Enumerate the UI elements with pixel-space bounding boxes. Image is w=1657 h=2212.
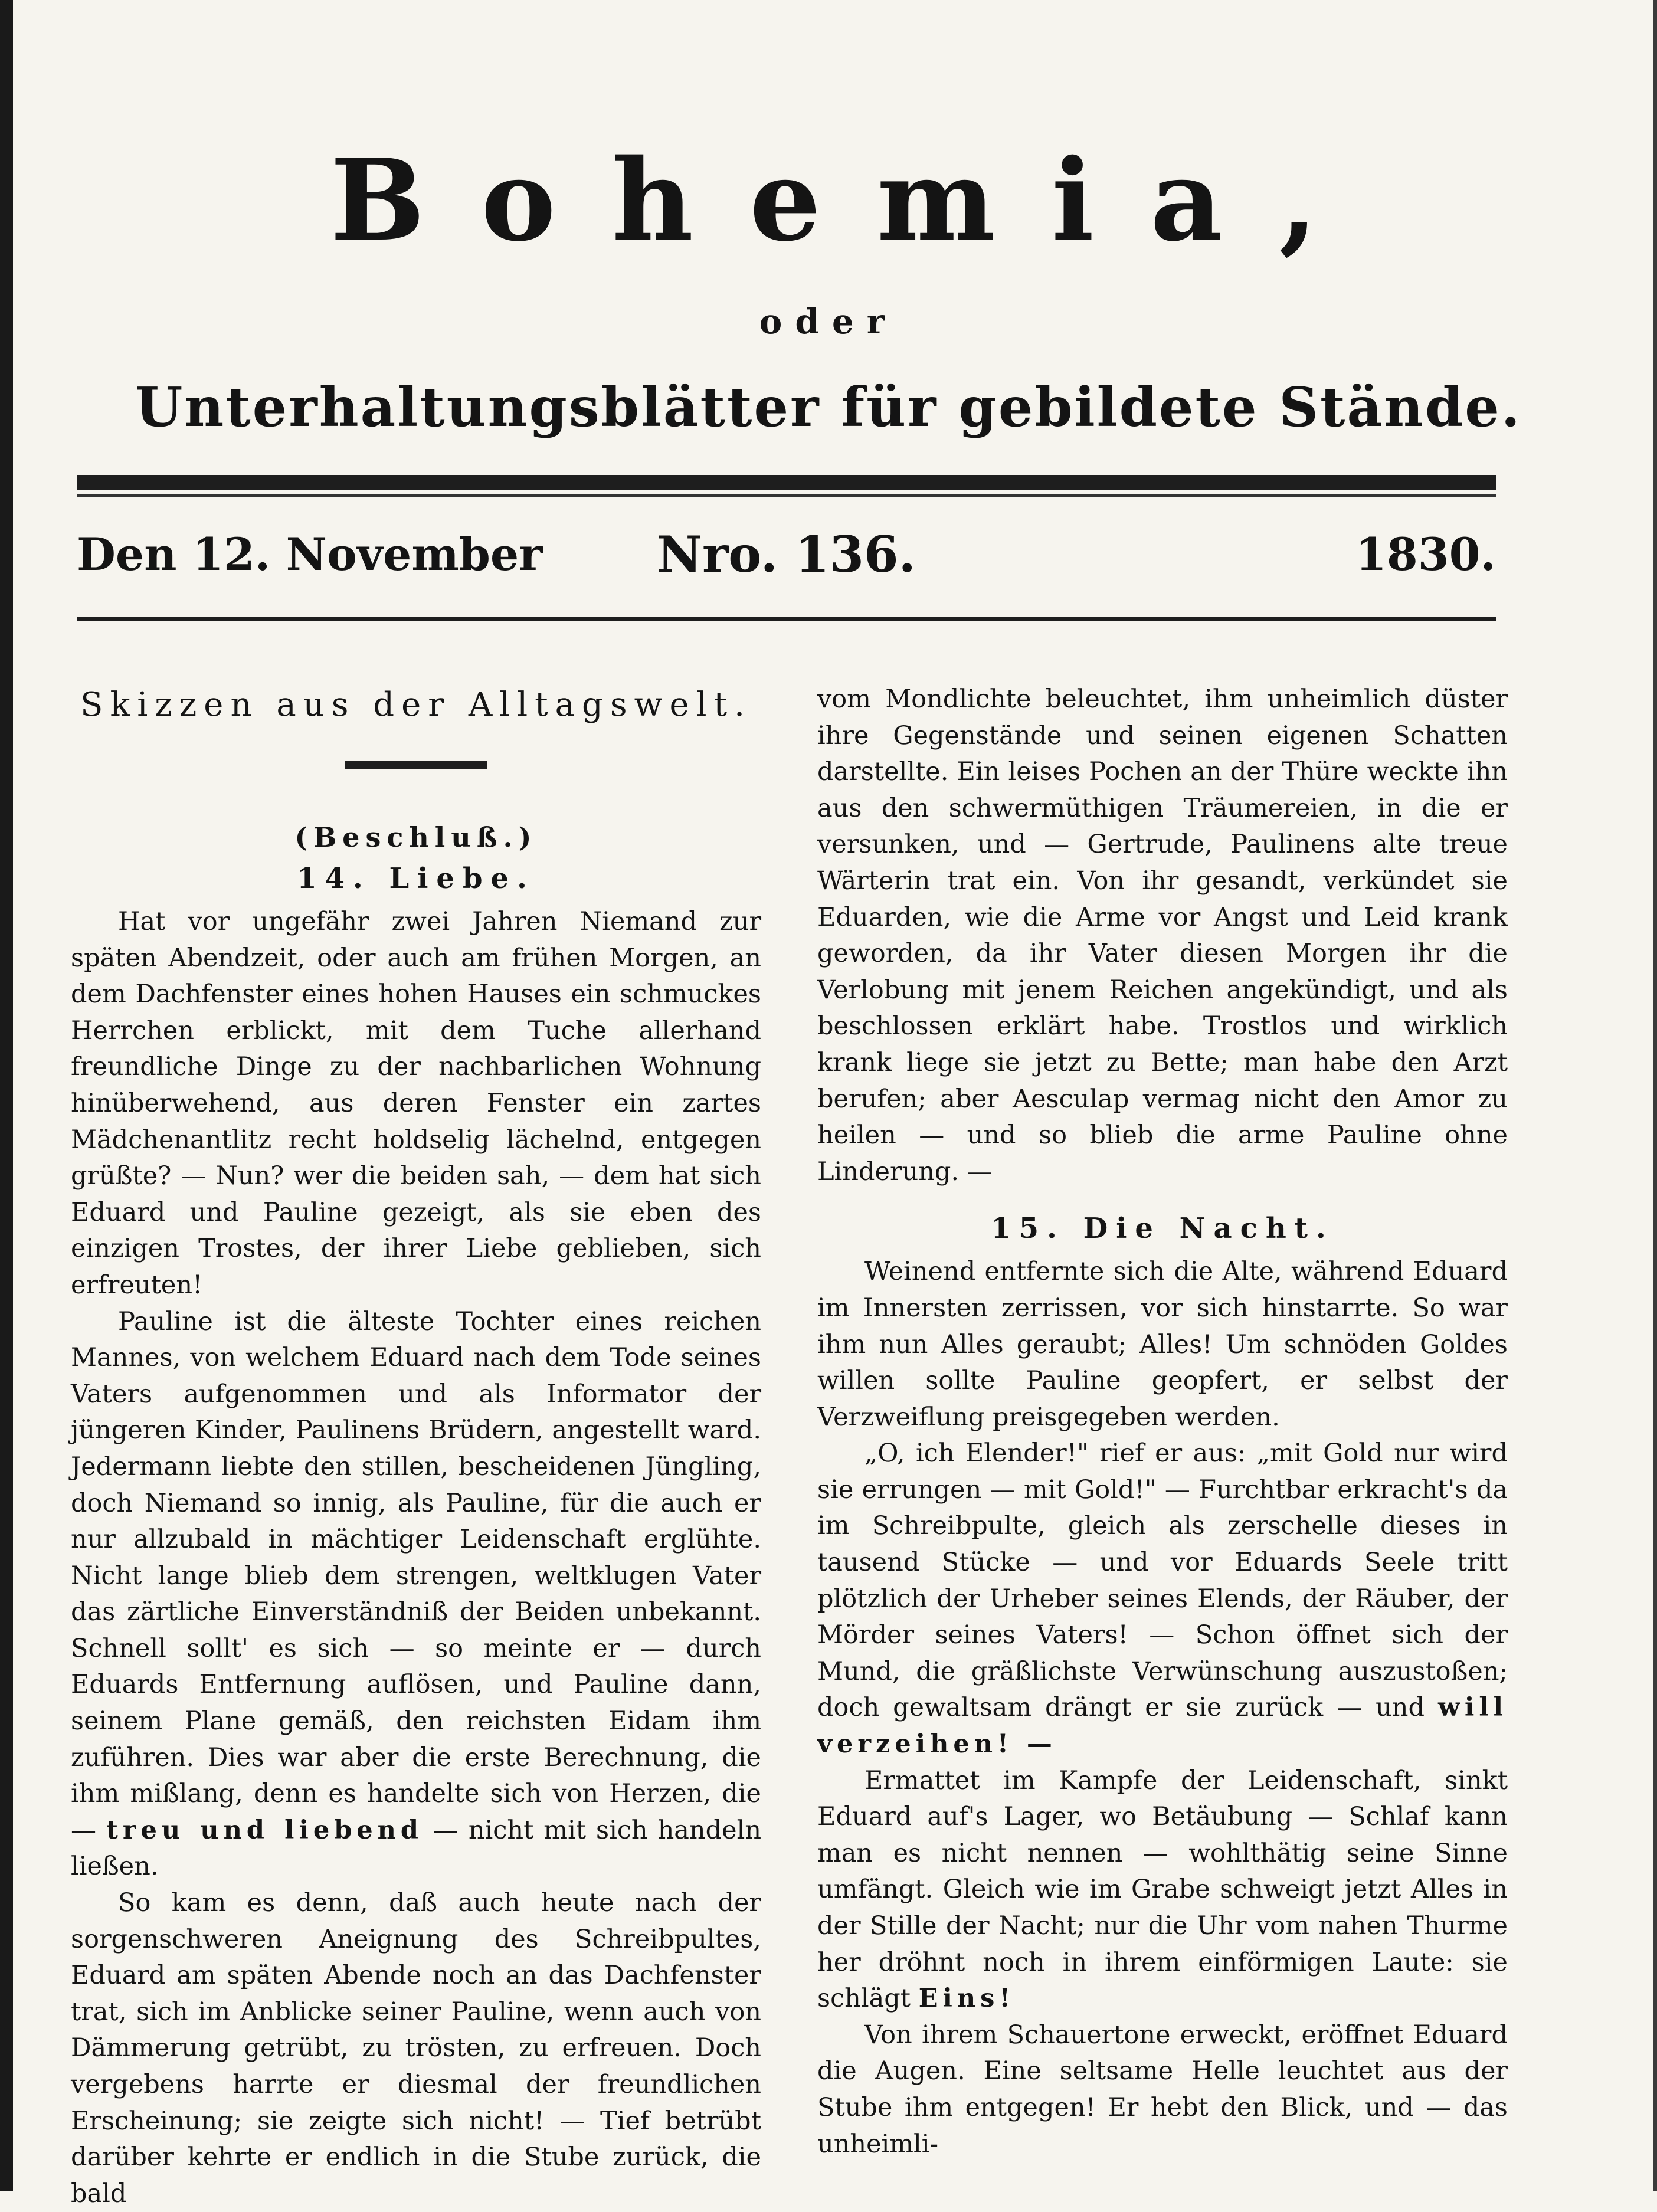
paragraph [817,1436,1508,1762]
paragraph-text: „O, ich Elender!" rief er aus: „mit Gold nur wird sie errungen — mit Gold!" — Furchtbar erkracht's da im Schreibpulte, gleich als zerschelle dieses in tausend Stücke — und vor Eduards Seele tritt plötzlich der Urheber seines Elends, der Räuber, der Mörder seines Vaters! — Schon öffnet sich der Mund, die gräßlichste Verwünschung auszustoßen; doch gewaltsam drängt er sie zurück — und [817,1438,1508,1723]
paragraph-text: Pauline ist die älteste Tochter eines reichen Mannes, von welchem Eduard nach dem Tode seines Vaters aufgenommen und als Informator der jüngeren Kinder, Paulinens Brüdern, angestellt ward. Jedermann liebte den stillen, bescheidenen Jüngling, doch Niemand so innig, als Pauline, für die auch er nur allzubald in mächtiger Leidenschaft erglühte. Nicht lange blieb dem strengen, weltklugen Vater das zärtliche Einverständniß der Beiden unbekannt. Schnell sollt' es sich — so meinte er — durch Eduards Entfernung auflösen, und Pauline dann, seinem Plane gemäß, den reichsten Eidam ihm zuführen. Dies war aber die erste Berechnung, die ihm mißlang, denn es handelte sich von Herzen, die — [71,1306,761,1845]
paragraph: Hat vor ungefähr zwei Jahren Niemand zur späten Abendzeit, oder auch am frühen Morgen, an dem Dachfenster eines hohen Hauses ein schmuckes Herrchen erblickt, mit dem Tuche allerhand freundliche Dinge zu der nachbarlichen Wohnung hinüberwehend, aus deren Fenster ein zartes Mädchenantlitz recht holdselig lächelnd, entgegen grüßte? — Nun? wer die beiden sah, — dem hat sich Eduard und Pauline gezeigt, als sie eben des einzigen Trostes, der ihrer Liebe geblieben, sich erfreuten! [71,907,761,1300]
issue-year: 1830. [1355,528,1496,581]
paragraph [71,1304,761,1886]
paragraph-text: Ermattet im Kampfe der Leidenschaft, sinkt Eduard auf's Lager, wo Betäubung — Schlaf kann man es nicht nennen — wohlthätig seine Sinne umfängt. Gleich wie im Grabe schweigt jetzt Alles in der Stille der Nacht; nur die Uhr vom nahen Thurme her dröhnt noch in ihrem einförmigen Laute: sie schlägt [817,1765,1508,2014]
section-heading-14: 14. Liebe. [297,862,535,895]
issue-number: Nro. 136. [657,525,916,584]
masthead-rule-secondary [77,494,1496,497]
article-conclusion-note: (Beschluß.) [294,821,538,853]
paragraph: So kam es denn, daß auch heute nach der sorgenschweren Aneignung des Schreibpultes, Eduard am späten Abende noch an das Dachfenster trat, sich im Anblicke seiner Pauline, wenn auch von Dämmerung getrübt, zu trösten, zu erfreuen. Doch vergebens harrte er diesmal der freundlichen Erscheinung; sie zeigte sich nicht! — Tief betrübt darüber kehrte er endlich in die Stube zurück, die bald [71,1888,761,2208]
section-heading-15: 15. Die Nacht. [991,1212,1334,1246]
column-left [71,681,761,2212]
masthead-title: Bohemia, [330,135,1374,266]
paragraph [817,1763,1508,2017]
paragraph: Von ihrem Schauertone erweckt, eröffnet Eduard die Augen. Eine seltsame Helle leuchtet aus der Stube ihm entgegen! Er hebt den Blick, und — das unheimli- [817,2020,1508,2159]
masthead-subtitle: Unterhaltungsblätter für gebildete Stände. [135,375,1522,439]
masthead-rule [77,475,1496,490]
paragraph: Weinend entfernte sich die Alte, während Eduard im Innersten zerrissen, vor sich hinstarrte. So war ihm nun Alles geraubt; Alles! Um schnöden Goldes willen sollte Pauline geopfert, er selbst der Verzweiflung preisgegeben werden. [817,1257,1508,1432]
emphasis-text: will verzeihen! — [817,1693,1508,1759]
title-divider [345,761,487,769]
issue-date: Den 12. November [77,528,543,581]
column-right [817,681,1508,2162]
article-title: Skizzen aus der Alltagswelt. [80,686,752,724]
dateline-rule [77,617,1496,621]
paragraph: vom Mondlichte beleuchtet, ihm unheimlich düster ihre Gegenstände und seinen eigenen Schatten darstellte. Ein leises Pochen an der Thüre weckte ihn aus den schwermüthigen Träumereien, in die er versunken, und — Gertrude, Paulinens alte treue Wärterin trat ein. Von ihr gesandt, verkündet sie Eduarden, wie die Arme vor Angst und Leid krank geworden, da ihr Vater diesen Morgen ihr die Verlobung mit jenem Reichen angekündigt, und als beschlossen erklärt habe. Trostlos und wirklich krank liege sie jetzt zu Bette; man habe den Arzt berufen; aber Aesculap vermag nicht den Amor zu heilen — und so blieb die arme Pauline ohne Linderung. — [817,684,1508,1187]
masthead-oder: oder [759,302,898,342]
paragraph-text: — nicht mit sich handeln ließen. [71,1815,762,1882]
dateline [77,519,1496,590]
emphasis-text: treu und liebend [106,1815,423,1845]
emphasis-text: Eins! [918,1984,1016,2014]
